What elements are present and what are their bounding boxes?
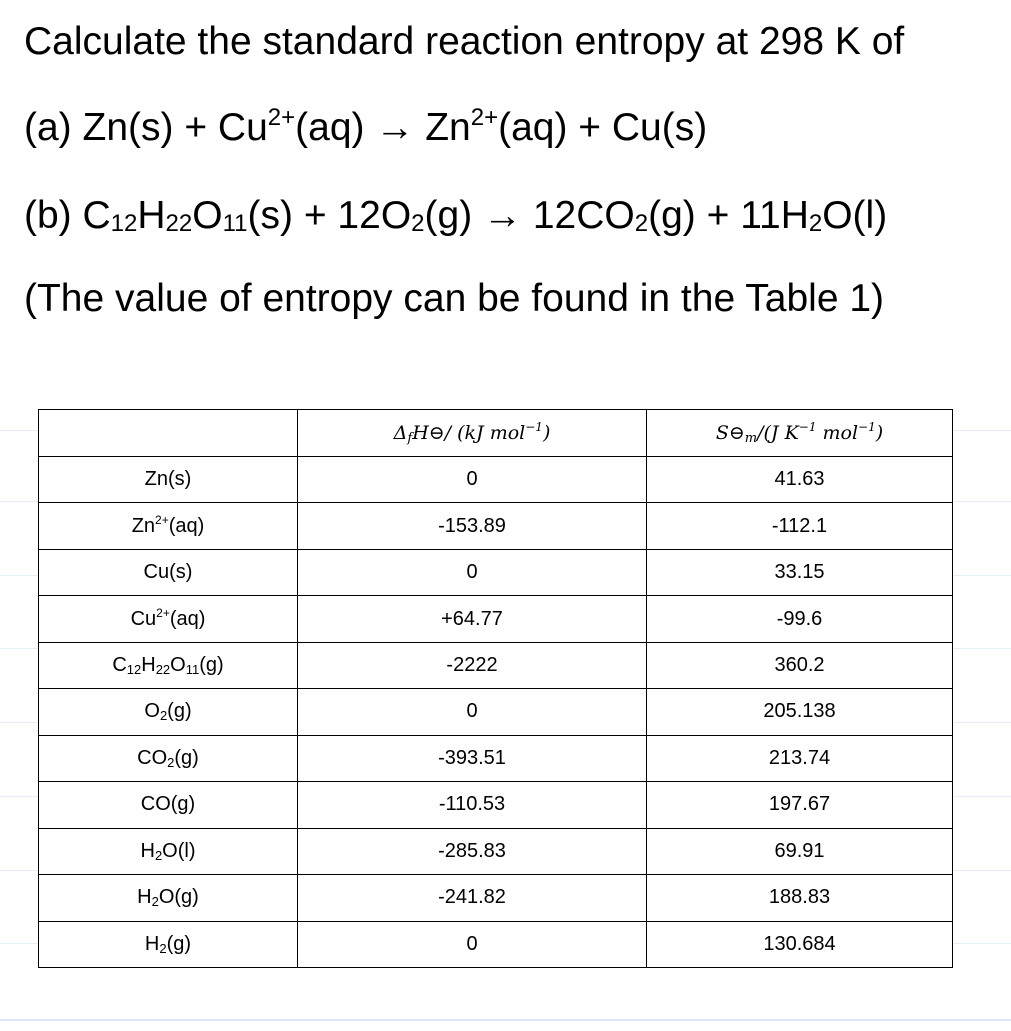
part-b-equation: $C_{12}H_{22}O_{11}(s) + 12O_2(g) \to 12CO_2(g) + 11H_2O(l)$ <box>82 194 888 237</box>
enthalpy-cell: -2222 <box>298 642 647 688</box>
entropy-cell: -99.6 <box>647 596 953 642</box>
enthalpy-cell: +64.77 <box>298 596 647 642</box>
species-cell: $H_2O(l)$ <box>39 828 298 874</box>
table-row <box>39 689 953 735</box>
table-row <box>39 875 953 921</box>
entropy-cell: 205.138 <box>647 689 953 735</box>
enthalpy-cell: -241.82 <box>298 875 647 921</box>
table-row <box>39 642 953 688</box>
species-cell: Zn(s) <box>39 457 298 503</box>
enthalpy-cell: 0 <box>298 921 647 967</box>
enthalpy-cell: -285.83 <box>298 828 647 874</box>
thermodynamics-table <box>38 409 953 968</box>
enthalpy-cell: -110.53 <box>298 782 647 828</box>
entropy-cell: 41.63 <box>647 457 953 503</box>
entropy-cell: -112.1 <box>647 503 953 549</box>
enthalpy-cell: 0 <box>298 689 647 735</box>
table-row <box>39 457 953 503</box>
species-cell: $H_2O(g)$ <box>39 875 298 921</box>
species-cell: CO(g) <box>39 782 298 828</box>
species-cell: Cu(s) <box>39 549 298 595</box>
enthalpy-cell: 0 <box>298 549 647 595</box>
header-entropy: $S⊖_m/(J$ $K^{-1}$ mol$^{-1}$) <box>647 410 953 457</box>
question-part-a <box>24 104 707 152</box>
entropy-cell: 197.67 <box>647 782 953 828</box>
entropy-cell: 360.2 <box>647 642 953 688</box>
question-intro: Calculate the standard reaction entropy at 298 K of <box>24 20 905 63</box>
part-b-label: (b) <box>24 194 83 237</box>
table-row <box>39 735 953 781</box>
table-row <box>39 503 953 549</box>
table-header-row <box>39 410 953 457</box>
entropy-cell: 33.15 <box>647 549 953 595</box>
species-cell: $Zn^{2+}(aq)$ <box>39 503 298 549</box>
species-cell: $Cu^{2+}(aq)$ <box>39 596 298 642</box>
species-cell: $CO_2(g)$ <box>39 735 298 781</box>
enthalpy-cell: -153.89 <box>298 503 647 549</box>
part-a-label: (a) <box>24 106 83 149</box>
enthalpy-cell: -393.51 <box>298 735 647 781</box>
species-cell: $C_{12}H_{22}O_{11}(g)$ <box>39 642 298 688</box>
question-part-b <box>24 192 887 240</box>
header-enthalpy: $\Delta_fH⊖/$ (kJ mol$^{-1}$) <box>298 410 647 457</box>
question-note: (The value of entropy can be found in the Table 1) <box>24 277 885 320</box>
part-a-equation: $Zn(s) + Cu^{2+}(aq) \to Zn^{2+}(aq) + Cu(s)$ <box>82 104 708 149</box>
species-cell: $H_2(g)$ <box>39 921 298 967</box>
enthalpy-cell: 0 <box>298 457 647 503</box>
table-row <box>39 782 953 828</box>
entropy-cell: 130.684 <box>647 921 953 967</box>
species-cell: $O_2(g)$ <box>39 689 298 735</box>
table-row <box>39 596 953 642</box>
table-row <box>39 549 953 595</box>
background-band <box>0 1019 1011 1021</box>
entropy-cell: 69.91 <box>647 828 953 874</box>
table-row <box>39 921 953 967</box>
table-row <box>39 828 953 874</box>
entropy-cell: 188.83 <box>647 875 953 921</box>
header-species <box>39 410 298 457</box>
entropy-cell: 213.74 <box>647 735 953 781</box>
